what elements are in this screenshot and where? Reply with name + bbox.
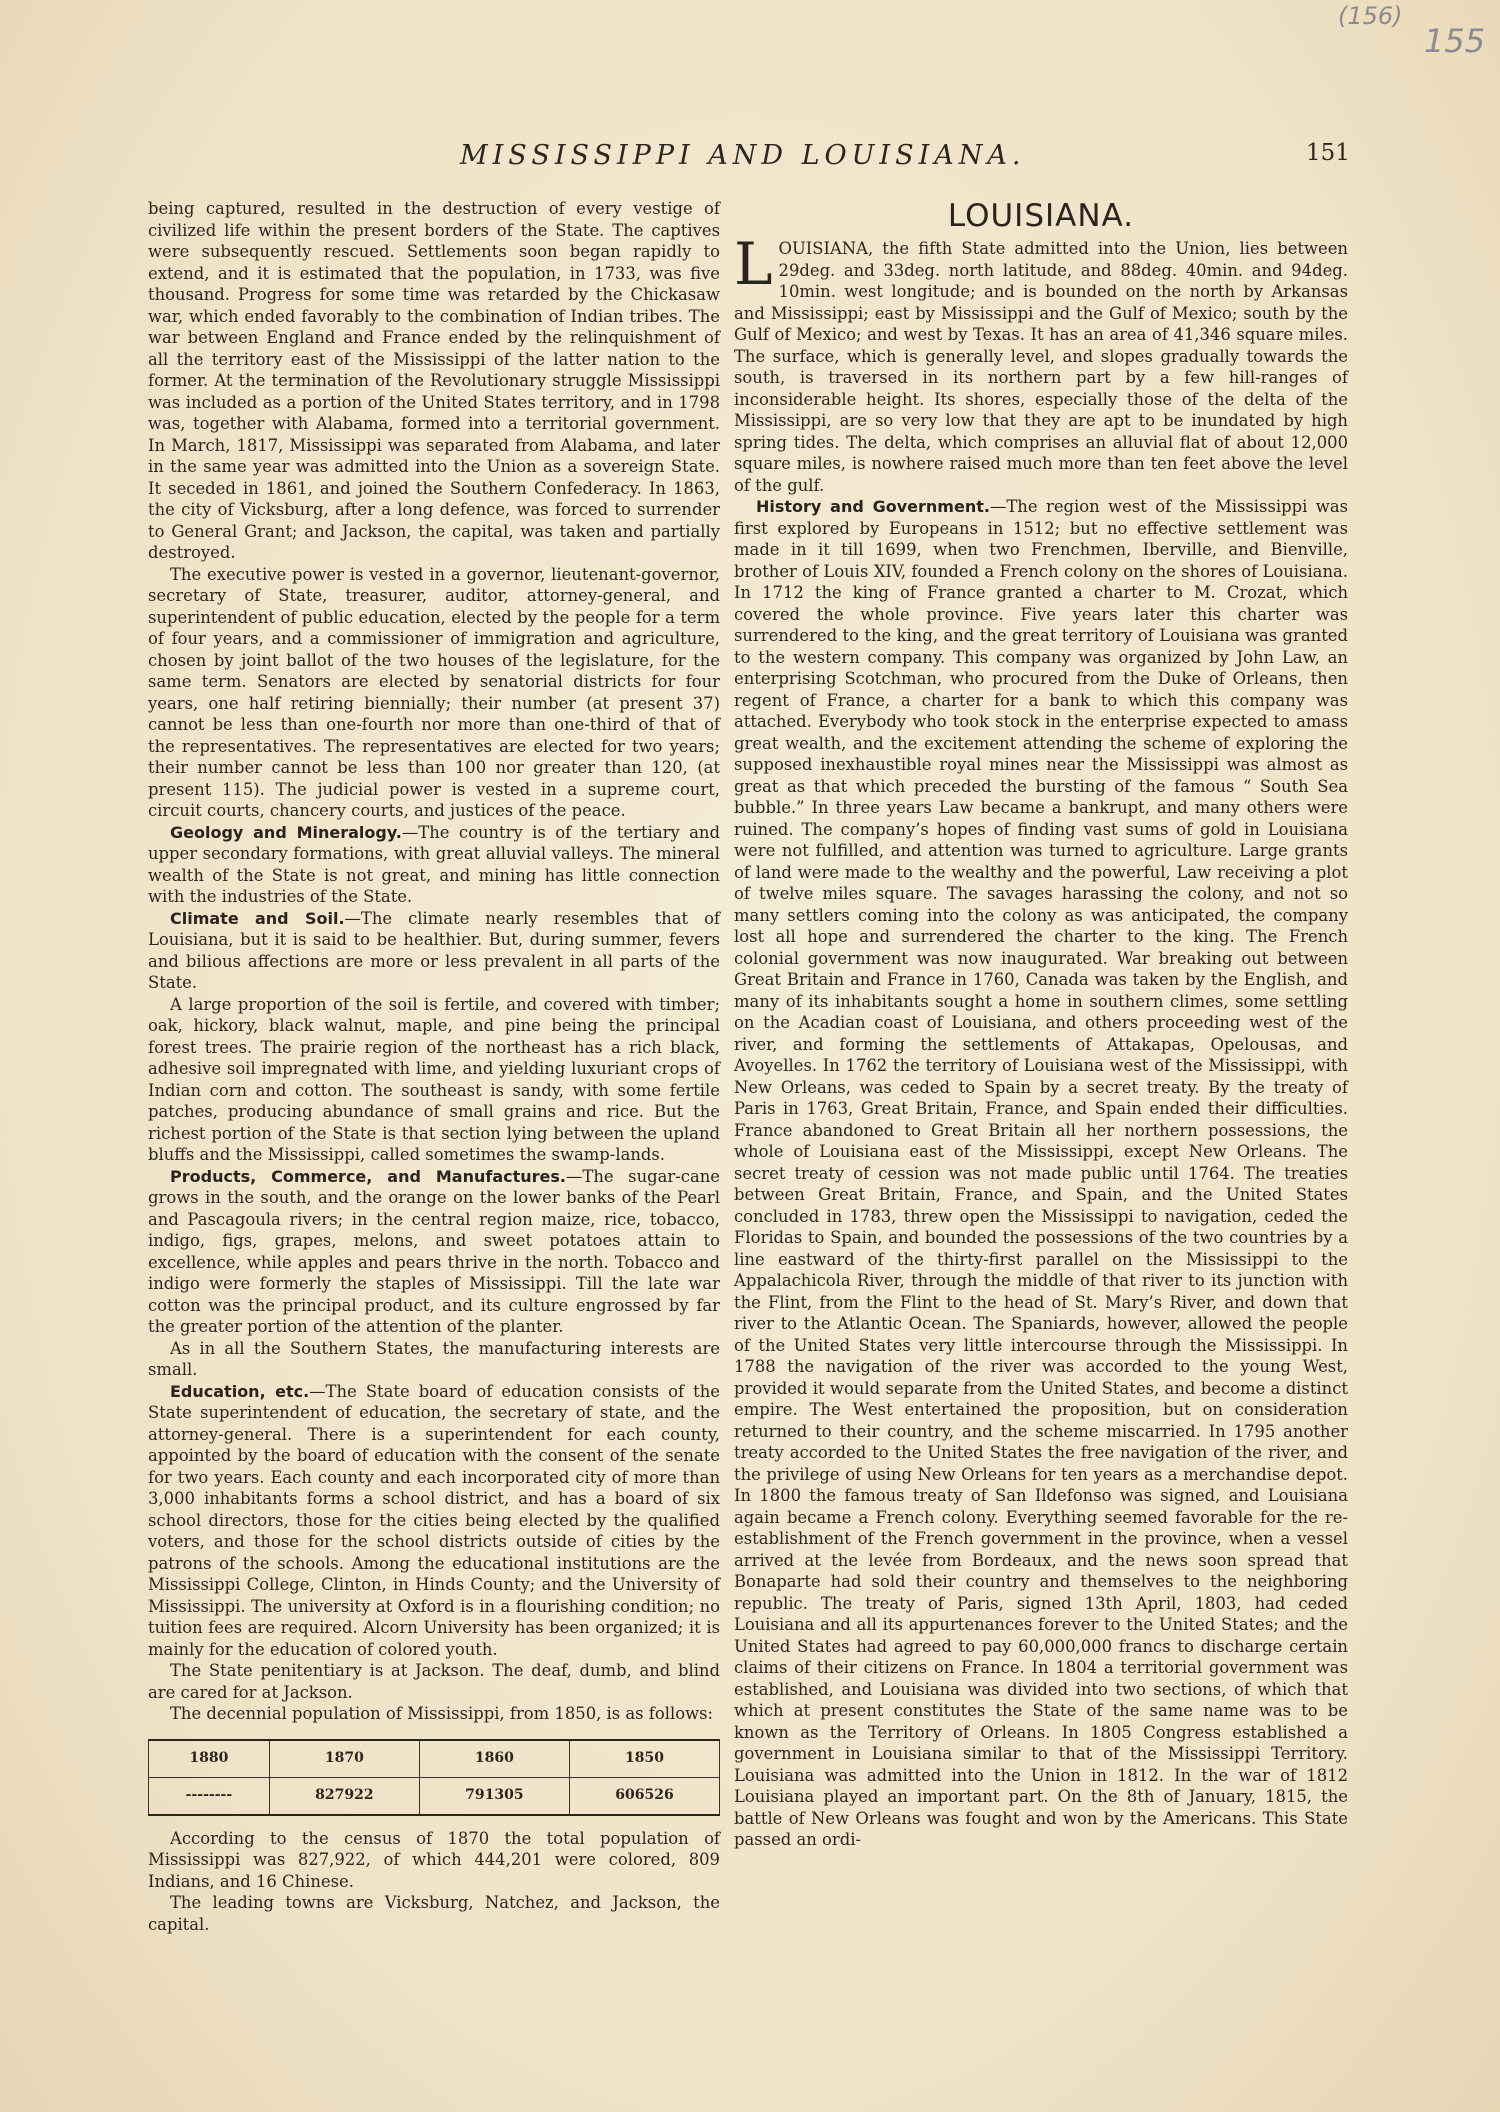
products-text: —The sugar-cane grows in the south, and the orange on the lower banks of the Pearl and Pascagoula rivers; in the central region maize, rice, tobacco, indigo, figs, grapes, melons, and sweet potatoes attain to excellence, while apples and pears thrive in the north. Tobacco and indigo were formerly the staples of Mississippi. Till the late war cotton was the principal product, and its culture engrossed by far the greater portion of the attention of the planter.	[148, 1166, 720, 1336]
table-cell: 791305	[419, 1777, 569, 1815]
history-text: —The region west of the Mississippi was first explored by Europeans in 1512; but no effective settlement was made in it till 1699, when two Frenchmen, Iberville, and Bienville, brother of Louis XIV, founded a French colony on the shores of Louisiana. In 1712 the king of France granted a charter to M. Crozat, which covered the whole province. Five years later this charter was surrendered to the king, and the great territory of Louisiana was granted to the western company. This company was organized by John Law, an enterprising Scotchman, who procured from the Duke of Orleans, then regent of France, a charter for a bank to which this company was attached. Everybody who took stock in the enterprise expected to amass great wealth, and the excitement attending the scheme of exploring the supposed inexhaustible royal mines near the Mississippi was almost as great as that which preceded the bursting of the famous “ South Sea bubble.” In three years Law became a bankrupt, and many others were ruined. The company’s hopes of finding vast sums of gold in Louisiana were not fulfilled, and attention was turned to agriculture. Large grants of land were made to the wealthy and the powerful, Law receiving a plot of twelve miles square. The savages harassing the colony, and not so many settlers coming into the colony as was anticipated, the company lost all hope and surrendered the charter to the king. The French colonial government was now inaugurated. War breaking out between Great Britain and France in 1760, Canada was taken by the English, and many of its inhabitants sought a home in southern climes, some settling on the Acadian coast of Louisiana, and others proceeding west of the river, and forming the settlements of Attakapas, Opelousas, and Avoyelles. In 1762 the territory of Louisiana west of the Mississippi, with New Orleans, was ceded to Spain by a secret treaty. By the treaty of Paris in 1763, Great Britain, France, and Spain ended their difficulties. France abandoned to Great Britain all her northern possessions, the whole of Louisiana east of the Mississippi, except New Orleans. The secret treaty of cession was not made public until 1764. The treaties between Great Britain, France, and Spain, and the United States concluded in 1783, threw open the Mississippi to navigation, ceded the Floridas to Spain, and bounded the possessions of the two countries by a line eastward of the thirty-first parallel on the Mississippi to the Appalachicola River, through the middle of that river to its junction with the Flint, from the Flint to the head of St. Mary’s River, and down that river to the Atlantic Ocean. The Spaniards, however, allowed the people of the United States very little intercourse through the Mississippi. In 1788 the navigation of the river was accorded to the young West, provided it would separate from the United States, and become a distinct empire. The West entertained the proposition, but on consideration returned to their country, and the scheme miscarried. In 1795 another treaty accorded to the United States the free navigation of the river, and the privilege of using New Orleans for ten years as a merchandise depot. In 1800 the famous treaty of San Ildefonso was signed, and Louisiana again became a French colony. Everything seemed favorable for the re-establishment of the French government in the province, when a vessel arrived at the levée from Bordeaux, and the news soon spread that Bonaparte had sold their country and themselves to the neighboring republic. The treaty of Paris, signed 13th April, 1803, had ceded Louisiana and all its appurtenances forever to the United States; and the United States had agreed to pay 60,000,000 francs to discharge certain claims of their citizens on France. In 1804 a territorial government was established, and Louisiana was divided into two sections, of which that which at present constitutes the State of the same name was to be known as the Territory of Orleans. In 1805 Congress established a government in Louisiana similar to that of the Mississippi Territory. Louisiana was admitted into the Union in 1812. In the war of 1812 Louisiana played an important part. On the 8th of January, 1815, the battle of New Orleans was fought and won by the Americans. This State passed an ordi-	[734, 497, 1349, 1849]
paragraph-decennial: The decennial population of Mississippi, from 1850, is as follows:	[170, 1704, 714, 1723]
table-header-cell: 1860	[419, 1740, 569, 1778]
paragraph-education	[148, 1381, 720, 1661]
education-text: —The State board of education consists of the State superintendent of education, the secretary of state, and the attorney-general. There is a superintendent for each county, appointed by the board of education with the consent of the senate for two years. Each county and each incorporated city of more than 3,000 inhabitants forms a school district, and has a board of six school directors, those for the cities being elected by the qualified voters, and those for the school districts outside of cities by the patrons of the schools. Among the educational institutions are the Mississippi College, Clinton, in Hinds County; and the University of Mississippi. The university at Oxford is in a flourishing condition; no tuition fees are required. Alcorn University has been organized; it is mainly for the education of colored youth.	[148, 1381, 720, 1659]
population-table-value-row	[149, 1777, 720, 1815]
page-header	[0, 140, 1500, 180]
paragraph-louisiana-intro	[734, 230, 1348, 496]
pencil-mark-archive-number: (156)	[1338, 2, 1403, 30]
paragraph-history	[734, 496, 1348, 1851]
left-column	[148, 198, 720, 1935]
table-cell: 606526	[569, 1777, 719, 1815]
paragraph-climate	[148, 908, 720, 994]
table-cell: --------	[149, 1777, 270, 1815]
population-table	[148, 1739, 720, 1816]
table-header-cell: 1870	[269, 1740, 419, 1778]
geology-text: —The country is of the tertiary and upper secondary formations, with great alluvial valleys. The mineral wealth of the State is not great, and mining has little connection with the industries of the State.	[148, 822, 720, 906]
section-heading-education: Education, etc.	[170, 1381, 310, 1401]
paragraph-products	[148, 1166, 720, 1338]
section-heading-history: History and Government.	[756, 497, 990, 516]
right-column	[734, 198, 1348, 1851]
table-cell: 827922	[269, 1777, 419, 1815]
section-heading-climate: Climate and Soil.	[170, 908, 345, 928]
paragraph-leading-towns: The leading towns are Vicksburg, Natchez, and Jackson, the capital.	[148, 1893, 720, 1934]
paragraph-executive-power: The executive power is vested in a governor, lieutenant-governor, secretary of State, treasurer, auditor, attorney-general, and superintendent of public education, elected by the people for a term of four years, and a commissioner of immigration and agriculture, chosen by joint ballot of the two houses of the legislature, for the same term. Senators are elected by senatorial districts for four years, one half retiring biennially; their number (at present 37) cannot be less than one-fourth nor more than one-third of that of the representatives. The representatives are elected for two years; their number cannot be less than 100 nor greater than 120, (at present 115). The judicial power is vested in a supreme court, circuit courts, chancery courts, and justices of the peace.	[148, 564, 720, 820]
table-header-cell: 1850	[569, 1740, 719, 1778]
paragraph-mississippi-history: being captured, resulted in the destruction of every vestige of civilized life within the present borders of the State. The captives were subsequently rescued. Settlements soon began rapidly to extend, and it is estimated that the population, in 1733, was five thousand. Progress for some time was retarded by the Chickasaw war, which ended favorably to the combination of Indian tribes. The war between England and France ended by the relinquishment of all the territory east of the Mississippi of the latter nation to the former. At the termination of the Revolutionary struggle Mississippi was included as a portion of the United States territory, and in 1798 was, together with Alabama, formed into a territorial government. In March, 1817, Mississippi was separated from Alabama, and later in the same year was admitted into the Union as a sovereign State. It seceded in 1861, and joined the Southern Confederacy. In 1863, the city of Vicksburg, after a long defence, was forced to surrender to General Grant; and Jackson, the capital, was taken and partially destroyed.	[148, 199, 720, 562]
table-header-cell: 1880	[149, 1740, 270, 1778]
paragraph-penitentiary: The State penitentiary is at Jackson. The deaf, dumb, and blind are cared for at Jackson.	[148, 1661, 720, 1702]
section-heading-geology: Geology and Mineralogy.	[170, 822, 402, 842]
running-title: MISSISSIPPI AND LOUISIANA.	[460, 140, 1026, 171]
pencil-mark-folio: 155	[1424, 22, 1486, 60]
paragraph-manufacturing: As in all the Southern States, the manufacturing interests are small.	[148, 1338, 720, 1379]
section-title-louisiana: LOUISIANA.	[947, 198, 1135, 234]
drop-cap: L	[734, 230, 773, 298]
population-table-header-row	[149, 1740, 720, 1778]
paragraph-geology	[148, 822, 720, 908]
section-heading-products: Products, Commerce, and Manufactures.	[170, 1166, 567, 1186]
climate-text: —The climate nearly resembles that of Louisiana, but it is said to be healthier. But, during summer, fevers and bilious affections are more or less prevalent in all parts of the State.	[148, 908, 721, 992]
intro-text: OUISIANA, the fifth State admitted into the Union, lies between 29deg. and 33deg. north latitude, and 88deg. 40min. and 94deg. 10min. west longitude; and is bounded on the north by Arkansas and Mississippi; east by Mississippi and the Gulf of Mexico; south by the Gulf of Mexico; and west by Texas. It has an area of 41,346 square miles. The surface, which is generally level, and slopes gradually towards the south, is traversed in its northern part by a few hill-ranges of inconsiderable height. Its shores, especially those of the delta of the Mississippi, are so very low that they are apt to be inundated by high spring tides. The delta, which comprises an alluvial flat of about 12,000 square miles, is nowhere raised much more than ten feet above the level of the gulf.	[734, 239, 1348, 495]
paragraph-soil: A large proportion of the soil is fertile, and covered with timber; oak, hickory, black walnut, maple, and pine being the principal forest trees. The prairie region of the northeast has a rich black, adhesive soil impregnated with lime, and yielding luxuriant crops of Indian corn and cotton. The southeast is sandy, with some fertile patches, producing abundance of small grains and rice. But the richest portion of the State is that section lying between the upland bluffs and the Mississippi, called sometimes the swamp-lands.	[148, 994, 720, 1164]
page-number: 151	[1306, 140, 1350, 166]
paragraph-census: According to the census of 1870 the total population of Mississippi was 827,922, of which 444,201 were colored, 809 Indians, and 16 Chinese.	[148, 1828, 720, 1891]
